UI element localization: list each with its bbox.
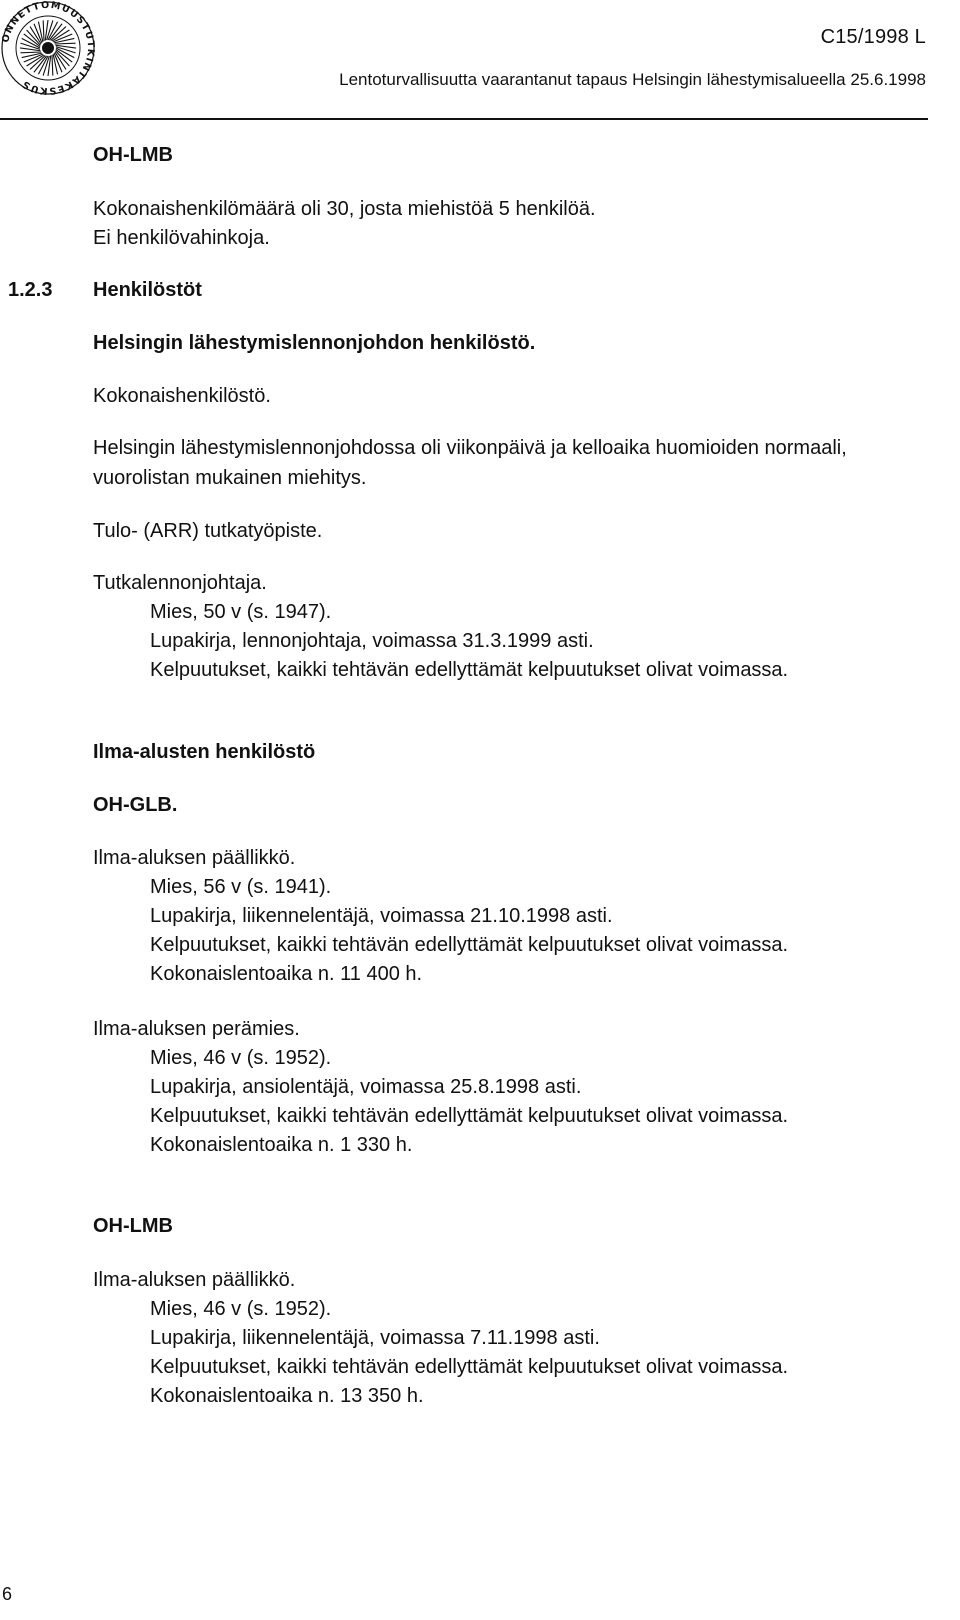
document-id: C15/1998 L (820, 26, 926, 48)
paragraph-line: Kokonaishenkilöstö. (93, 385, 271, 407)
aircraft-heading: OH-LMB (93, 144, 173, 166)
seal-text: ONNETTOMUUSTUTKINTAKESKUS (0, 0, 96, 96)
header-divider (0, 118, 928, 120)
document-subtitle: Lentoturvallisuutta vaarantanut tapaus Helsingin lähestymisalueella 25.6.1998 (339, 70, 926, 89)
paragraph-line: vuorolistan mukainen miehitys. (93, 467, 367, 489)
detail-line: Kokonaislentoaika n. 1 330 h. (150, 1134, 413, 1156)
role-title: Ilma-aluksen päällikkö. (93, 847, 296, 869)
page-number: 6 (2, 1584, 13, 1604)
role-title: Tutkalennonjohtaja. (93, 572, 267, 594)
detail-line: Kelpuutukset, kaikki tehtävän edellyttämät kelpuutukset olivat voimassa. (150, 659, 789, 681)
paragraph-line: Helsingin lähestymislennonjohdossa oli viikonpäivä ja kelloaika huomioiden normaali, (93, 437, 847, 459)
paragraph-line: Tulo- (ARR) tutkatyöpiste. (93, 520, 323, 542)
detail-line: Mies, 46 v (s. 1952). (150, 1298, 332, 1320)
seal-ray (52, 55, 53, 76)
detail-line: Kokonaislentoaika n. 11 400 h. (150, 963, 423, 985)
aircraft-heading: OH-LMB (93, 1215, 173, 1237)
detail-line: Kelpuutukset, kaikki tehtävän edellyttämät kelpuutukset olivat voimassa. (150, 1356, 789, 1378)
detail-line: Kelpuutukset, kaikki tehtävän edellyttämät kelpuutukset olivat voimassa. (150, 1105, 789, 1127)
detail-line: Lupakirja, lennonjohtaja, voimassa 31.3.1999 asti. (150, 630, 594, 652)
role-title: Ilma-aluksen perämies. (93, 1018, 300, 1040)
section-title: Henkilöstöt (93, 279, 202, 301)
seal-ray (55, 43, 76, 44)
detail-line: Lupakirja, ansiolentäjä, voimassa 25.8.1998 asti. (150, 1076, 582, 1098)
detail-line: Kokonaislentoaika n. 13 350 h. (150, 1385, 424, 1407)
section-number: 1.2.3 (8, 279, 53, 301)
aircraft-heading: OH-GLB. (93, 794, 178, 816)
agency-seal-logo (0, 0, 96, 96)
detail-line: Mies, 50 v (s. 1947). (150, 601, 332, 623)
paragraph-line: Kokonaishenkilömäärä oli 30, josta miehistöä 5 henkilöä. (93, 198, 596, 220)
detail-line: Mies, 46 v (s. 1952). (150, 1047, 332, 1069)
seal-ray (20, 52, 41, 53)
detail-line: Lupakirja, liikennelentäjä, voimassa 7.11.1998 asti. (150, 1327, 600, 1349)
paragraph-line: Ei henkilövahinkoja. (93, 227, 270, 249)
subsection-heading: Ilma-alusten henkilöstö (93, 741, 316, 763)
detail-line: Kelpuutukset, kaikki tehtävän edellyttämät kelpuutukset olivat voimassa. (150, 934, 789, 956)
role-title: Ilma-aluksen päällikkö. (93, 1269, 296, 1291)
detail-line: Lupakirja, liikennelentäjä, voimassa 21.10.1998 asti. (150, 905, 613, 927)
seal-ray (43, 20, 44, 41)
subsection-heading: Helsingin lähestymislennonjohdon henkilöstö. (93, 332, 536, 354)
detail-line: Mies, 56 v (s. 1941). (150, 876, 332, 898)
